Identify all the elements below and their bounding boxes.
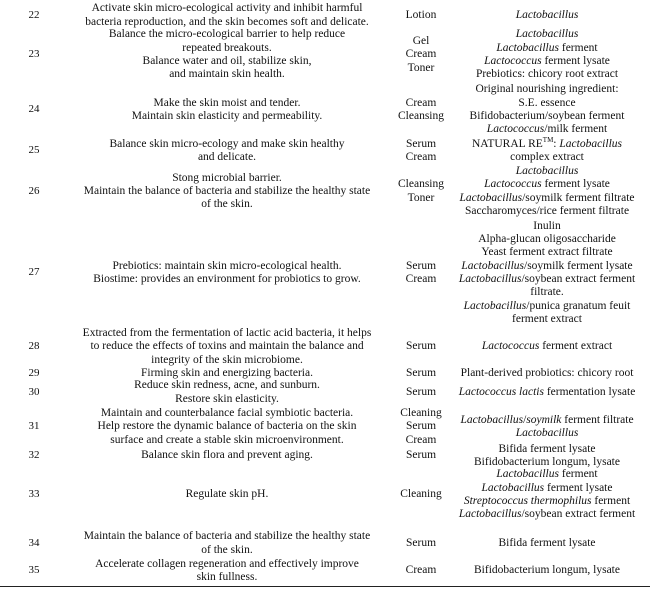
- effect-line: Accelerate collagen regeneration and effectively improve: [95, 557, 359, 570]
- ingredient-species-text: Lactococcus: [486, 123, 545, 136]
- ingredient-species-text: Lactococcus: [484, 178, 542, 191]
- product-type: Toner: [407, 191, 435, 204]
- row-number-text: 25: [28, 144, 40, 157]
- ingredient-line: [516, 427, 579, 440]
- ingredient-text: /soybean extract ferment: [521, 273, 636, 285]
- ingredient-line: [496, 468, 597, 481]
- ingredient-species-text: Lactobacillus: [481, 481, 545, 494]
- product-type-cell: [388, 461, 454, 529]
- ingredients-cell: [452, 327, 642, 367]
- effects-cell: [68, 529, 386, 558]
- ingredients-cell: [452, 381, 642, 404]
- product-type: Cleaning: [400, 407, 442, 420]
- ingredient-species-text: Lactobacillus: [515, 28, 579, 41]
- row-number: [14, 529, 54, 558]
- product-type: Serum: [405, 340, 437, 353]
- table-row: [0, 28, 650, 82]
- ingredient-text: /soymilk ferment lysate: [524, 259, 633, 272]
- product-type: Cream: [405, 564, 437, 577]
- effect-line: Reduce skin redness, acne, and sunburn.: [134, 379, 320, 392]
- ingredient-species-text: Lactobacillus: [458, 508, 522, 521]
- row-number-text: 26: [28, 184, 40, 197]
- ingredient-line: [487, 123, 607, 136]
- ingredient-line: [465, 205, 629, 218]
- effect-line: Balance water and oil, stabilize skin,: [142, 55, 312, 67]
- ingredient-line: [510, 151, 584, 164]
- table-row: [0, 83, 650, 137]
- ingredient-line: [512, 313, 582, 326]
- table-row: [0, 461, 650, 529]
- ingredient-line: [459, 386, 636, 399]
- row-number-text: 32: [28, 449, 40, 462]
- table-row: [0, 164, 650, 219]
- product-type: Cream: [405, 151, 437, 163]
- effects-cell: [68, 2, 386, 29]
- ingredient-text: Alpha-glucan oligosaccharide: [478, 233, 616, 246]
- product-type: Serum: [405, 137, 437, 150]
- row-number-text: 34: [28, 536, 40, 549]
- ingredient-text: ferment lysate: [541, 178, 610, 191]
- effect-line: Make the skin moist and tender.: [153, 96, 301, 109]
- row-number-text: 31: [28, 420, 40, 433]
- ingredient-text: ferment: [591, 495, 631, 507]
- ingredients-cell: [452, 406, 642, 448]
- ingredient-line: [476, 68, 618, 81]
- ingredient-line: [475, 83, 618, 96]
- ingredient-line: [474, 564, 620, 577]
- ingredient-species-text: Lactococcus: [484, 55, 542, 67]
- row-number-text: 33: [28, 488, 40, 501]
- effect-line: Balance the micro-ecological barrier to help reduce: [108, 28, 346, 41]
- row-number-text: 23: [28, 48, 40, 61]
- ingredient-text: ferment: [558, 468, 598, 481]
- ingredient-line: [460, 414, 633, 427]
- ingredient-text: TM: [542, 135, 554, 144]
- ingredients-cell: [452, 461, 642, 529]
- ingredient-line: [498, 443, 595, 456]
- ingredient-species-text: Lactobacillus: [459, 191, 523, 204]
- effect-line: surface and create a stable skin microenvironment.: [110, 433, 344, 446]
- product-type: Cream: [405, 96, 437, 109]
- effect-line: bacteria reproduction, and the skin becomes soft and delicate.: [85, 15, 369, 28]
- row-number-text: 29: [28, 367, 40, 380]
- product-type-cell: [388, 366, 454, 382]
- table-row: [0, 327, 650, 367]
- effect-line: Stong microbial barrier.: [172, 171, 282, 184]
- effects-cell: [68, 137, 386, 165]
- effect-line: Restore skin elasticity.: [175, 392, 279, 405]
- ingredient-text: ferment: [558, 41, 598, 54]
- row-number-text: 24: [28, 103, 40, 116]
- ingredient-text: Prebiotics: chicory root extract: [475, 68, 619, 81]
- ingredient-text: Bifida ferment lysate: [498, 442, 596, 455]
- effects-cell: [68, 557, 386, 585]
- ingredient-text: Saccharomyces/rice ferment filtrate: [464, 204, 630, 217]
- ingredient-text: ferment filtrate: [561, 413, 634, 426]
- effect-line: Maintain skin elasticity and permeability.: [131, 110, 323, 122]
- product-type: Cleaning: [400, 488, 442, 501]
- ingredient-line: [461, 367, 634, 380]
- effects-cell: [68, 219, 386, 327]
- row-number: [14, 557, 54, 585]
- ingredient-line: [481, 246, 612, 259]
- ingredient-text: Inulin: [533, 219, 561, 232]
- ingredient-text: /: [523, 413, 527, 426]
- product-type-cell: [388, 2, 454, 29]
- table-bottom-rule: [0, 586, 650, 587]
- ingredient-text: ferment lysate: [544, 481, 613, 494]
- product-type-cell: [388, 529, 454, 558]
- effect-line: and maintain skin health.: [169, 68, 285, 81]
- product-type-cell: [388, 557, 454, 585]
- ingredient-text: /punica granatum feuit: [526, 299, 631, 312]
- ingredients-cell: [452, 164, 642, 219]
- product-type: Serum: [405, 536, 437, 549]
- table-row: [0, 219, 650, 327]
- effects-cell: [68, 406, 386, 448]
- effects-cell: [68, 327, 386, 367]
- ingredient-species-text: Lactococcus: [481, 340, 540, 353]
- product-type: Gel: [412, 35, 430, 48]
- product-type: Cream: [405, 433, 437, 446]
- effect-line: Prebiotics: maintain skin micro-ecological health.: [112, 259, 342, 272]
- product-type-cell: [388, 219, 454, 327]
- effect-line: Regulate skin pH.: [185, 488, 269, 501]
- ingredients-cell: [452, 28, 642, 82]
- ingredient-line: [498, 537, 595, 550]
- ingredient-text: ferment extract: [539, 340, 613, 353]
- row-number-text: 22: [28, 8, 40, 21]
- product-type: Toner: [407, 61, 435, 74]
- product-type: Cream: [405, 48, 437, 61]
- ingredient-text: S.E. essence: [518, 96, 576, 109]
- effect-line: Maintain and counterbalance facial symbiotic bacteria.: [100, 407, 354, 420]
- ingredient-line: [459, 508, 635, 521]
- ingredient-species-text: Lactobacillus: [458, 273, 522, 285]
- ingredient-text: Bifidobacterium longum, lysate: [474, 456, 620, 468]
- ingredient-text: ferment extract: [512, 312, 582, 325]
- table-row: [0, 366, 650, 382]
- effect-line: skin fullness.: [196, 571, 258, 583]
- table-row: [0, 557, 650, 585]
- product-type-cell: [388, 327, 454, 367]
- row-number-text: 30: [28, 385, 40, 398]
- row-number-text: 28: [28, 340, 40, 353]
- ingredients-cell: [452, 2, 642, 29]
- effects-cell: [68, 381, 386, 404]
- product-type: Serum: [405, 385, 437, 398]
- effect-line: Firming skin and energizing bacteria.: [141, 367, 313, 380]
- ingredients-cell: [452, 557, 642, 585]
- product-type: Cleansing: [398, 110, 444, 122]
- ingredient-species-text: Lactococcus lactis: [458, 385, 544, 398]
- ingredients-cell: [452, 219, 642, 327]
- effect-line: Maintain the balance of bacteria and stabilize the healthy state: [83, 530, 371, 543]
- effect-line: Extracted from the fermentation of lactic acid bacteria, it helps: [82, 327, 372, 340]
- product-type: Lotion: [405, 8, 437, 21]
- ingredient-text: Plant-derived probiotics: chicory root: [460, 367, 634, 380]
- row-number: [14, 219, 54, 327]
- product-type-cell: [388, 28, 454, 82]
- ingredient-line: [518, 97, 575, 110]
- ingredient-line: [516, 28, 579, 41]
- product-type-cell: [388, 406, 454, 448]
- product-type: Cream: [405, 273, 437, 285]
- ingredient-species-text: Lactobacillus: [463, 299, 527, 312]
- ingredient-text: Yeast ferment extract filtrate: [481, 246, 613, 259]
- ingredients-cell: [452, 137, 642, 165]
- ingredient-text: :: [553, 137, 560, 150]
- table-row: [0, 137, 650, 165]
- row-number: [14, 137, 54, 165]
- product-type: Cleansing: [398, 178, 444, 191]
- ingredient-line: [478, 233, 616, 246]
- ingredient-species-text: Streptococcus thermophilus: [463, 495, 592, 507]
- table-row: [0, 406, 650, 448]
- ingredient-line: [464, 495, 630, 508]
- ingredient-line: [533, 220, 560, 233]
- effect-line: and delicate.: [197, 151, 257, 163]
- ingredient-text: Original nourishing ingredient:: [475, 83, 619, 96]
- ingredient-species-text: Lactobacillus: [559, 137, 622, 150]
- ingredient-species-text: Lactobacillus: [515, 427, 579, 439]
- row-number-text: 35: [28, 564, 40, 577]
- product-type-cell: [388, 137, 454, 165]
- ingredient-text: ferment lysate: [541, 55, 610, 67]
- product-type: Serum: [405, 259, 437, 272]
- product-type-cell: [388, 381, 454, 404]
- ingredient-line: [484, 55, 610, 68]
- ingredient-line: [484, 178, 610, 191]
- ingredients-cell: [452, 529, 642, 558]
- table-row: [0, 529, 650, 558]
- row-number: [14, 381, 54, 404]
- ingredient-species-text: soymilk: [526, 413, 562, 426]
- effect-line: repeated breakouts.: [182, 41, 272, 54]
- row-number: [14, 83, 54, 137]
- ingredient-line: [464, 300, 631, 313]
- row-number: [14, 327, 54, 367]
- effect-line: to reduce the effects of toxins and maintain the balance and: [90, 340, 364, 353]
- ingredient-text: /soymilk ferment filtrate: [522, 191, 635, 204]
- row-number: [14, 164, 54, 219]
- effects-cell: [68, 28, 386, 82]
- ingredient-text: /soybean extract ferment: [521, 508, 636, 521]
- ingredient-line: [496, 42, 597, 55]
- ingredient-species-text: Lactobacillus: [515, 8, 579, 21]
- effect-line: Help restore the dynamic balance of bacteria on the skin: [97, 420, 357, 433]
- ingredient-text: /milk ferment: [544, 123, 608, 136]
- effect-line: Activate skin micro-ecological activity and inhibit harmful: [91, 2, 363, 15]
- ingredient-text: NATURAL RE: [471, 137, 543, 150]
- ingredient-line: [482, 340, 612, 353]
- row-number: [14, 406, 54, 448]
- product-type: Serum: [405, 420, 437, 433]
- ingredient-line: [470, 110, 625, 123]
- product-type: Serum: [405, 367, 437, 380]
- ingredient-species-text: Lactobacillus: [461, 259, 525, 272]
- ingredient-line: [516, 165, 579, 178]
- effects-cell: [68, 164, 386, 219]
- ingredient-text: Bifidobacterium longum, lysate: [474, 564, 620, 577]
- effect-line: Maintain the balance of bacteria and stabilize the healthy state: [83, 184, 371, 197]
- product-type: Serum: [405, 449, 437, 462]
- effects-cell: [68, 461, 386, 529]
- ingredient-line: [482, 482, 613, 495]
- effect-line: of the skin.: [201, 198, 253, 211]
- row-number: [14, 28, 54, 82]
- ingredient-line: [459, 273, 635, 286]
- effect-line: of the skin.: [201, 543, 253, 556]
- ingredient-text: Bifidobacterium/soybean ferment: [469, 110, 625, 122]
- ingredient-species-text: Lactobacillus: [460, 413, 524, 426]
- ingredients-cell: [452, 83, 642, 137]
- ingredient-text: complex extract: [510, 151, 584, 163]
- row-number: [14, 461, 54, 529]
- effect-line: Biostime: provides an environment for probiotics to grow.: [93, 273, 361, 285]
- table-row: [0, 2, 650, 29]
- ingredients-cell: [452, 366, 642, 382]
- ingredient-line: [461, 260, 632, 273]
- effect-line: integrity of the skin microbiome.: [151, 353, 303, 366]
- ingredient-species-text: Lactobacillus: [496, 468, 559, 481]
- ingredient-line: [530, 286, 564, 299]
- ingredient-species-text: Lactobacillus: [496, 41, 559, 54]
- row-number-text: 27: [28, 266, 40, 279]
- ingredient-line: [459, 192, 634, 205]
- effect-line: Balance skin micro-ecology and make skin healthy: [109, 137, 345, 150]
- row-number: [14, 366, 54, 382]
- ingredient-line: [516, 9, 579, 22]
- product-type-cell: [388, 164, 454, 219]
- ingredient-text: filtrate.: [530, 286, 564, 299]
- ingredient-text: fermentation lysate: [543, 385, 636, 398]
- ingredient-text: Bifida ferment lysate: [498, 536, 596, 549]
- product-type-cell: [388, 83, 454, 137]
- ingredient-species-text: Lactobacillus: [515, 164, 579, 177]
- ingredient-line: [471, 135, 622, 151]
- effects-cell: [68, 83, 386, 137]
- effect-line: Balance skin flora and prevent aging.: [141, 449, 313, 462]
- row-number: [14, 2, 54, 29]
- table-row: [0, 381, 650, 404]
